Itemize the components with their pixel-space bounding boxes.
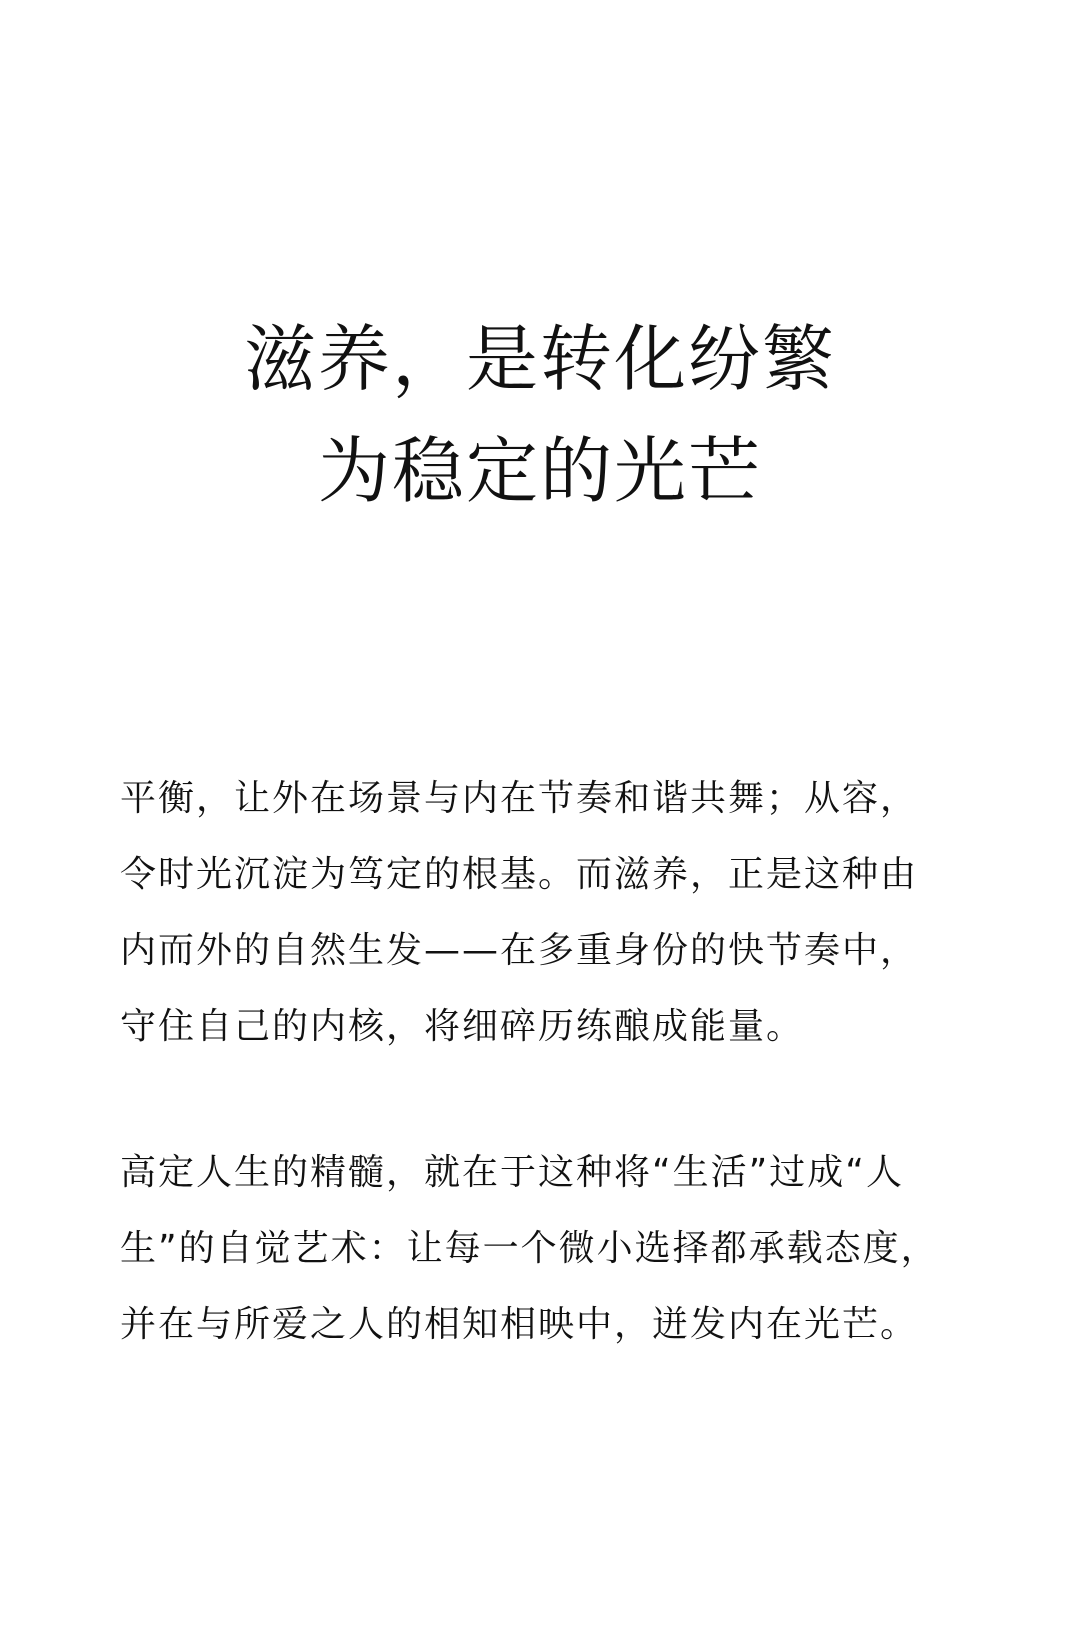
paragraph-line: 令时光沉淀为笃定的根基。而滋养，正是这种由 (120, 854, 919, 895)
paragraph-2 (120, 1135, 980, 1363)
paragraph-line: 高定人生的精髓，就在于这种将“生活”过成“人 (120, 1152, 904, 1193)
paragraph-line: 生”的自觉艺术：让每一个微小选择都承载态度， (120, 1228, 939, 1269)
paragraph-1 (120, 761, 980, 1065)
paragraph-line: 内而外的自然生发——在多重身份的快节奏中， (120, 930, 919, 971)
paragraph-line: 并在与所爱之人的相知相映中，迸发内在光芒。 (120, 1304, 919, 1345)
headline (0, 303, 1080, 527)
paragraph-line: 守住自己的内核，将细碎历练酿成能量。 (120, 1006, 805, 1047)
paragraph-line: 平衡，让外在场景与内在节奏和谐共舞；从容， (120, 778, 919, 819)
headline-line-1: 滋养，是转化纷繁 (243, 317, 836, 401)
headline-line-2: 为稳定的光芒 (317, 429, 762, 513)
